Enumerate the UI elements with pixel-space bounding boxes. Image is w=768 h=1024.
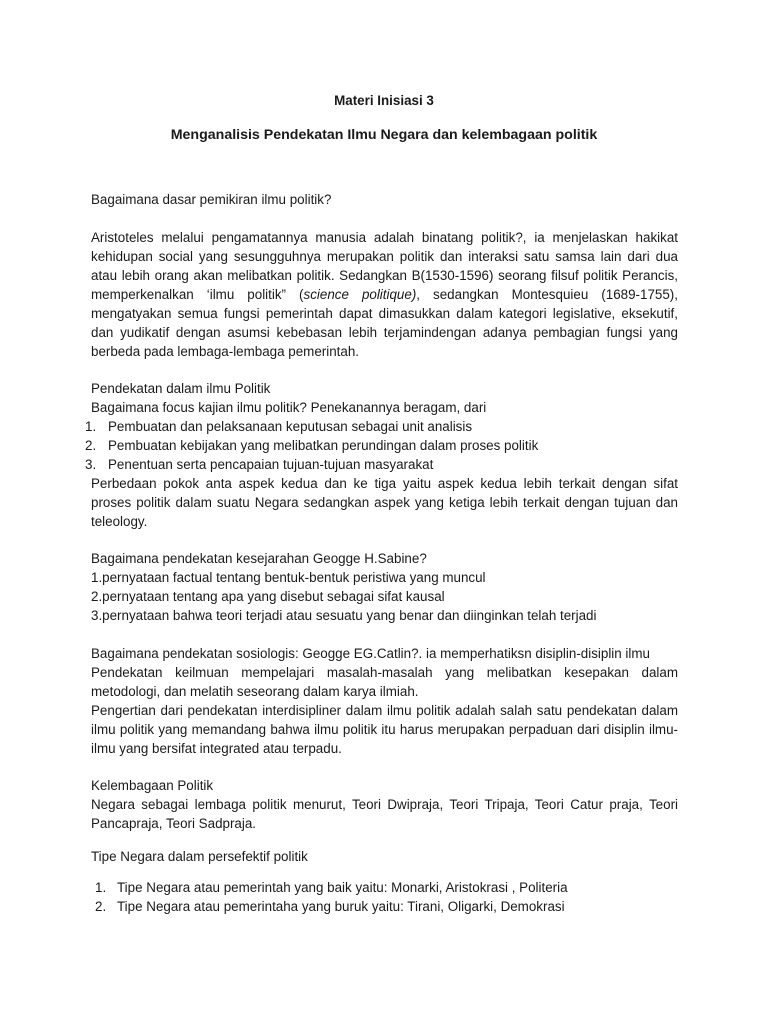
list-line: 2.pernyataan tentang apa yang disebut sebagai sifat kausal [91,589,445,604]
list-item [85,436,685,455]
list-line: 1.pernyataan factual tentang bentuk-bentuk peristiwa yang muncul [91,570,486,585]
section-question-focus: Bagaimana focus kajian ilmu politik? Penekanannya beragam, dari [91,400,487,415]
section-heading-kelembagaan: Kelembagaan Politik [91,778,214,793]
list-number: 1. [95,880,107,895]
list-number: 1. [85,419,97,434]
list-number: 2. [95,899,107,914]
list-item [95,897,695,916]
section-heading-kesejarahan: Bagaimana pendekatan kesejarahan Geogge H.Sabine? [91,551,427,566]
paragraph-perbedaan: Perbedaan pokok anta aspek kedua dan ke tiga yaitu aspek kedua lebih terkait dengan sifat proses politik dalam suatu Negara sedangkan aspek yang ketiga lebih terkait dengan tujuan dan teleology. [91,476,678,529]
list-number: 2. [85,438,97,453]
document-title: Materi Inisiasi 3 [334,93,434,108]
list-number: 3. [85,457,97,472]
paragraph-italic: science politique) [303,287,417,302]
question-heading: Bagaimana dasar pemikiran ilmu politik? [91,192,332,207]
paragraph-negara: Negara sebagai lembaga politik menurut, Teori Dwipraja, Teori Tripaja, Teori Catur praja, Teori Pancapraja, Teori Sadpraja. [91,797,678,831]
list-item [95,878,695,897]
section-heading-sosiologis: Bagaimana pendekatan sosiologis: Geogge EG.Catlin?. ia memperhatiksn disiplin-disiplin ilmu [91,646,650,661]
list-item [85,455,685,474]
list-item [85,417,685,436]
paragraph-part-b: , sedangkan Montesquieu (1689-1755), mengatyakan semua fungsi pemerintah dapat dimasukkan dalam kategori legislative, eksekutif, dan yudikatif dengan asumsi kebebasan lebih terjamindengan adanya pembagian fungsi yang berbeda pada lembaga-lembaga pemerintah. [91,287,678,359]
document-subtitle: Menganalisis Pendekatan Ilmu Negara dan kelembagaan politik [170,127,598,143]
paragraph-interdisipliner: Pengertian dari pendekatan interdisipliner dalam ilmu politik adalah salah satu pendekatan dalam ilmu politik yang memandang bahwa ilmu politik itu harus merupakan perpaduan dari disiplin ilmu-ilmu yang bersifat integrated atau terpadu. [91,703,678,756]
list-text: Tipe Negara atau pemerintah yang baik yaitu: Monarki, Aristokrasi , Politeria [117,880,568,895]
list-text: Pembuatan kebijakan yang melibatkan perundingan dalam proses politik [108,438,539,453]
list-text: Pembuatan dan pelaksanaan keputusan sebagai unit analisis [108,419,473,434]
paragraph-aristoteles [91,228,678,361]
section-heading-tipe: Tipe Negara dalam persefektif politik [91,849,308,864]
list-text: Penentuan serta pencapaian tujuan-tujuan masyarakat [108,457,434,472]
list-text: Tipe Negara atau pemerintaha yang buruk yaitu: Tirani, Oligarki, Demokrasi [117,899,565,914]
list-line: 3.pernyataan bahwa teori terjadi atau sesuatu yang benar dan diinginkan telah terjadi [91,608,597,623]
paragraph-part-a: Aristoteles melalui pengamatannya manusia adalah binatang politik?, ia menjelaskan hakikat kehidupan social yang sesungguhnya merupakan politik dan interaksi satu samsa lain dari dua atau lebih orang akan melibatkan politik. Sedangkan B(1530-1596) seorang filsuf politik Perancis, memperkenalkan ‘ilmu politik” ( [91,230,678,302]
section-heading-pendekatan: Pendekatan dalam ilmu Politik [91,381,271,396]
paragraph-keilmuan: Pendekatan keilmuan mempelajari masalah-masalah yang melibatkan kesepakan dalam metodologi, dan melatih seseorang dalam karya ilmiah. [91,665,678,699]
